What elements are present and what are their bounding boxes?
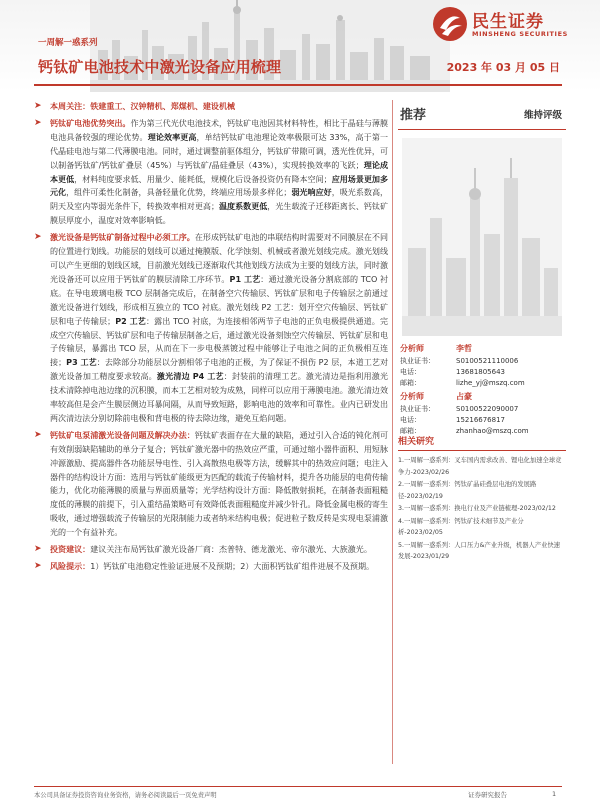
paragraph-laser-process [34,231,388,426]
analyst-phone: 13681805643 [456,368,505,377]
bold-phrase: 理论成本更低 [50,160,388,184]
bullet-arrow-icon: ➤ [34,561,42,571]
paragraph-text: ：封装前的清理工艺。激光清边是指利用激光技术清除掉电池边缘的沉积膜，而本工艺相对较为成熟，同样可以应用于薄膜电池。激光清边效率较高但是会产生膜层侧边耳暴间隔，从而导致短路，影响电池的效率和可靠性。业内已研发出两次清边法分别切除前电极和背电极的待去除边缘，避免互焰问题。 [50,372,388,423]
analyst-card [400,390,566,438]
column-divider [392,100,393,764]
analyst-email[interactable]: zhanhao@mszq.com [456,427,529,436]
bullet-arrow-icon: ➤ [34,429,42,440]
paragraph-heading: 风险提示： [50,562,91,571]
footer-disclaimer: 本公司具备证券投资咨询业务资格，请务必阅读最后一页免责声明 [34,792,217,799]
analyst-cert-label: 执业证书： [400,357,435,365]
paragraph-investment-text [50,545,372,554]
header-divider [34,84,562,86]
analyst-email-label: 邮箱： [400,427,421,436]
minsheng-logo-icon [432,6,468,42]
paragraph-risk-text [50,562,374,571]
paragraph-text: 在形成钙钛矿电池的串联结构时需要对不同膜层在不同的位置进行划线。功能层的划线可以通过掩膜版、化学蚀刻、机械或者激光划线完成。激光划线可以产生更细的划线区域，目前激光划线已逐渐取代其他划线方法成为主要的划线方法，同时激光设备还可以应用于钙钛矿的膜层清除工序环节。 [50,233,389,284]
related-research-link[interactable]: 3.一周解一惑系列：换电行业及产业链梳理-2023/02/12 [398,505,556,512]
paragraph-heading: 钙钛矿电池优势突出。 [50,118,131,128]
paragraph-text: ，光生载流子迁移距离长、钙钛矿膜层厚度小，温度对效率影响低。 [50,202,389,226]
paragraph-advantages-text [50,119,388,225]
analyst-email[interactable]: lizhe_yj@mszq.com [456,379,525,388]
footer-divider [34,786,562,787]
rating-label: 推荐 [400,108,427,123]
paragraph-text: ，材料纯度要求低、用量少、能耗低，规模化后设备投资仍有降本空间； [74,174,332,184]
bold-phrase: 弱光响应好 [291,188,332,198]
rating-value: 维持评级 [523,110,562,121]
report-date: 2023 年 03 月 05 日 [446,61,560,74]
sidebar [398,100,566,560]
analyst-phone-label: 电话： [400,368,421,377]
focus-bullet [34,100,388,114]
rating-box [398,100,566,130]
analyst-cert-label: 执业证书： [400,405,435,413]
analyst-role: 分析师 [400,344,424,353]
logo-english-name: MINSHENG SECURITIES [472,30,568,38]
focus-label: 本周关注： [50,102,91,111]
paragraph-heading: 激光设备是钙钛矿制备过程中必须工序。 [50,233,195,243]
paragraph-heading: 钙钛矿电泵浦激光设备问题及解决办法： [50,430,195,440]
related-research-link[interactable]: 1.一周解一惑系列：叉车国内需求改善、锂电化加速全球竞争力-2023/02/26 [398,457,562,476]
focus-stocks: 铁建重工、汉钟精机、郑煤机、建设机械 [90,102,236,111]
analyst-phone-label: 电话： [400,416,421,425]
paragraph-text: ，单结钙钛矿电池理论效率极限可达 33%，高于第一代晶硅电池与第二代薄膜电池。同时，通过调整前驱体组分，钙钛矿带隙可调，透光性优异，可以制备钙钛矿/钙钛矿叠层（45%）与钙钛矿/晶硅叠层（43%），实现转换效率的飞跃； [50,132,389,170]
series-label: 一周解一惑系列 [38,38,98,48]
bullet-arrow-icon: ➤ [34,101,42,111]
paragraph-text: ：去除部分功能层以分割相邻子电池的正极，为了保证不损伤 P2 层，本道工艺对激光设备加工精度要求较高。 [50,358,388,382]
analyst-phone: 15216676817 [456,416,505,425]
minsheng-securities-logo [432,2,582,48]
bold-phrase: 温度系数更低 [219,202,268,212]
related-research-title: 相关研究 [398,434,566,451]
analyst-name: 李哲 [456,344,472,353]
bullet-arrow-icon: ➤ [34,544,42,555]
bullet-arrow-icon: ➤ [34,232,42,243]
bold-phrase: 激光清边 P4 工艺 [156,372,224,382]
paragraph-text: ，吸光系数高，阴天及室内等弱光条件下，转换效率相对更高； [50,188,389,212]
paragraph-text: 建议关注布局钙钛矿激光设备厂商：杰普特、德龙激光、帝尔激光、大族激光。 [90,545,372,555]
related-research-link[interactable]: 2.一周解一惑系列：钙钛矿晶硅叠层电池的发展路径-2023/02/19 [398,481,537,500]
report-header [0,0,600,92]
related-research-link[interactable]: 5.一周解一惑系列：人口压力&产业升级，机器人产业快速发展-2023/01/29 [398,541,561,560]
city-skyline-image [90,0,450,92]
bullet-arrow-icon: ➤ [34,117,42,128]
footer-doc-type: 证券研究报告 [468,791,507,799]
city-photo-image [402,138,562,336]
related-research [398,434,566,564]
analyst-card [400,342,566,390]
page-number: 1 [552,790,557,798]
analyst-email-label: 邮箱： [400,379,421,388]
bold-phrase: P3 工艺 [66,358,97,368]
logo-chinese-name: 民生证券 [472,12,544,32]
bold-phrase: 应用场景更加多元化 [50,174,389,198]
paragraph-text: ：露出 TCO 衬底，为连接相邻两节子电池的正负电极提供通道。完成空穴传输层、钙钛矿层和电子传输层制备之后，通过激光设备刻蚀空穴传输层、钙钛矿层和电子传输层，暴露出 TCO 层，从而在下一步电极蒸镀过程中能够让子电池之间的正负极相互连接； [50,316,388,368]
report-title: 钙钛矿电池技术中激光设备应用梳理 [38,58,282,76]
related-research-link[interactable]: 4.一周解一惑系列：钙钛矿技术细节及产业分析-2023/02/05 [398,517,524,536]
paragraph-text: ，组件可柔性化制备，具备轻量化优势，终端应用场景多样化； [66,188,292,198]
analyst-name: 占豪 [456,392,472,401]
paragraph-pumped-laser-text [50,431,388,537]
paragraph-pumped-laser [34,429,388,540]
paragraph-risk [34,560,388,574]
paragraph-investment [34,543,388,557]
bold-phrase: P2 工艺 [115,316,146,326]
paragraph-text: 1）钙钛矿电池稳定性验证进展不及预期；2）大面积钙钛矿组件进展不及预期。 [90,562,375,571]
analyst-cert: S0100521110006 [456,357,519,365]
paragraph-heading: 投资建议： [50,545,91,555]
report-body [34,100,388,577]
paragraph-text: ：通过激光设备分割底部的 TCO 衬底。在导电玻璃电极 TCO 层制备完成后，在制备空穴传输层、钙钛矿层和电子传输层之前通过激光设备进行划线，形成相互独立的 TCO 衬底。激光划线 P2 工艺：划开空穴传输层、钙钛矿层和电子传输层； [50,274,388,326]
paragraph-text: 作为第三代光伏电池技术，钙钛矿电池因其材料特性，相比于晶硅与薄膜电池具备较强的理论优势。 [50,118,389,142]
paragraph-laser-process-text [50,233,388,423]
paragraph-text: 钙钛矿表面存在大量的缺陷，通过引入合适的钝化剂可有效削弱缺陷辅助的单分子复合；钙钛矿激光器中的热效应严重，可通过缩小器件面积、用短脉冲源激励、提高器件各功能层导电性、引入高散热电极等方法，缓解其中的热效应问题；电注入器件的结构设计方面：选用与钙钛矿能级更为匹配的载流子传输材料，提升各功能层的电荷传输能力，优化功能薄膜的质量与界面质量等；光学结构设计方面：降低散射损耗，在制备表面粗糙度低的薄膜的前提下，引入重结晶策略可有效降低表面粗糙度并减少针孔。降低金属电极的寄生吸收，通过增强载流子传输层的光限制能力或者纳米结构电极；促进粒子数反转是实现电泵浦激光的一个有益补充。 [50,430,389,538]
bold-phrase: 理论效率更高 [147,132,197,142]
analyst-cert: S0100522090007 [456,405,519,413]
analyst-role: 分析师 [400,392,424,401]
paragraph-advantages [34,117,388,228]
bold-phrase: P1 工艺 [229,274,261,284]
